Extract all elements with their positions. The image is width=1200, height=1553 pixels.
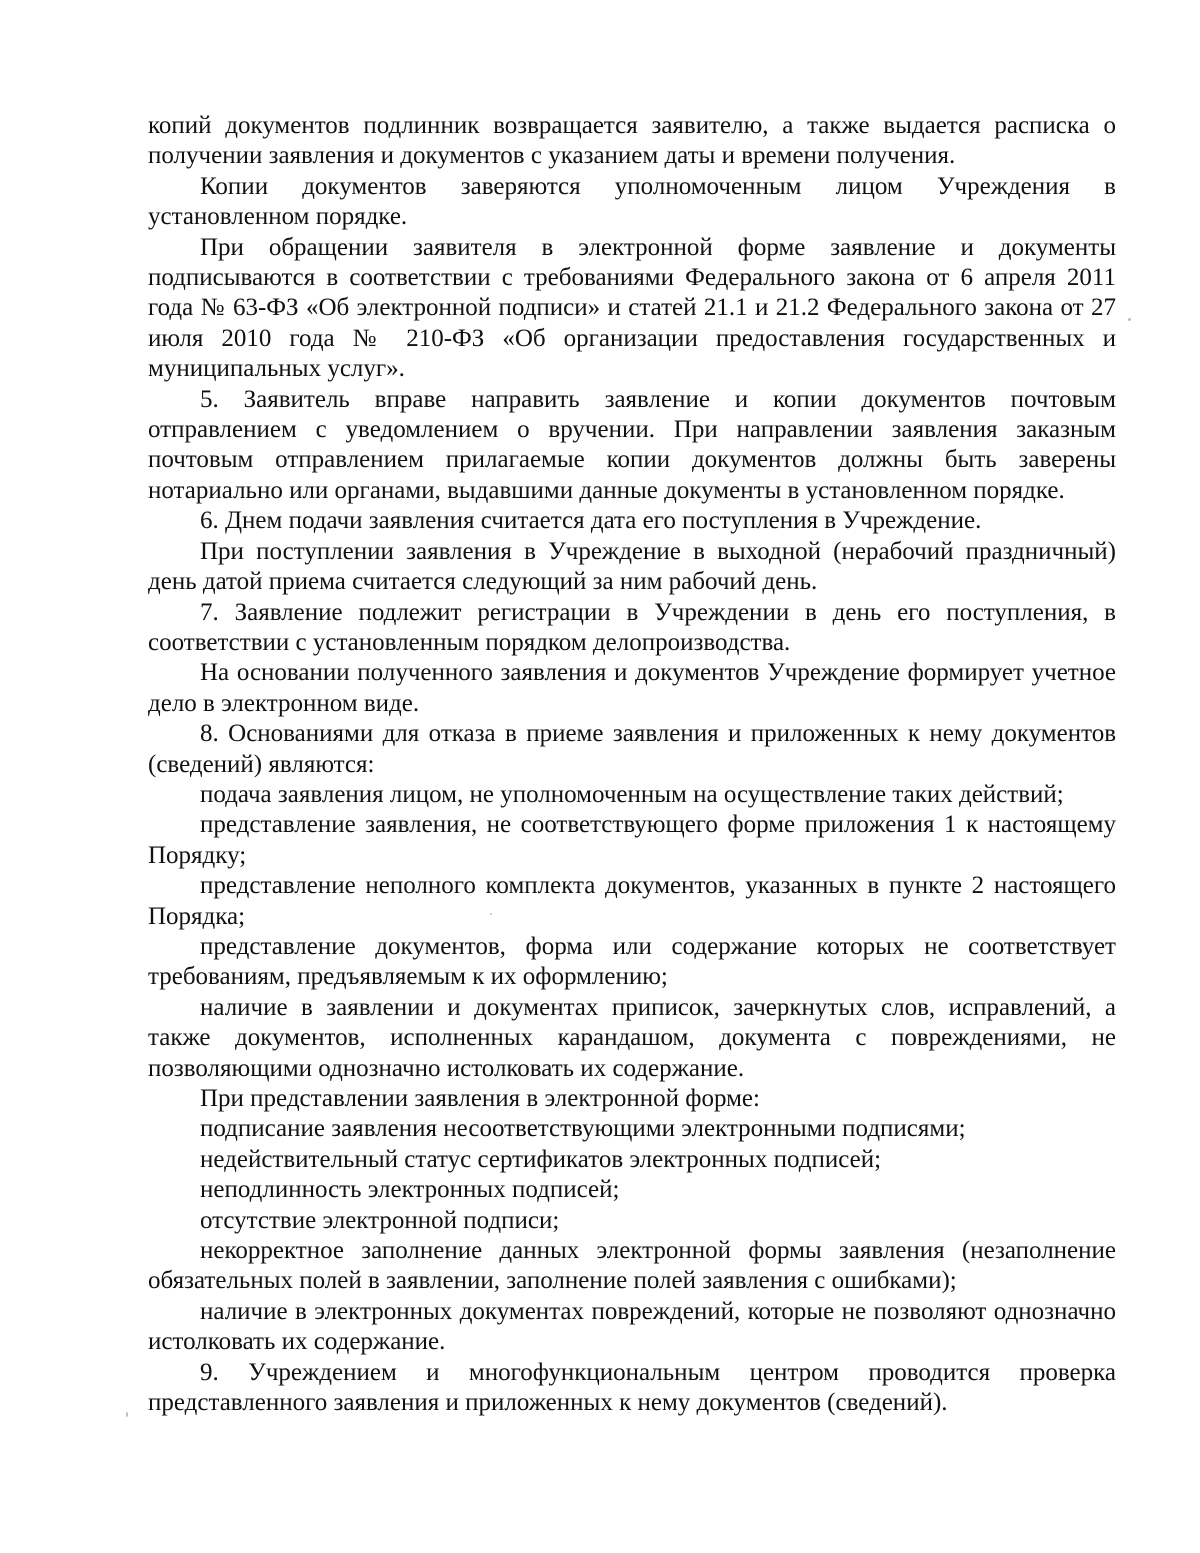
scan-speck (126, 1412, 128, 1417)
paragraph: На основании полученного заявления и документов Учреждение формирует учетное дело в электронном виде. (148, 659, 1116, 717)
paragraph: Копии документов заверяются уполномоченным лицом Учреждения в установленном порядке. (148, 172, 1116, 231)
paragraph: При поступлении заявления в Учреждение в выходной (нерабочий праздничный) день датой приема считается следующий за ним рабочий день. (148, 537, 1116, 596)
list-item: подача заявления лицом, не уполномоченным на осуществление таких действий; (200, 780, 1064, 808)
paragraph: При обращении заявителя в электронной форме заявление и документы подписываются в соответствии с требованиями Федерального закона от 6 апреля 2011 года № 63-ФЗ «Об электронной подписи» и статей 21.1 и 21.2 Федерального закона от 27 июля 2010 года № 210-ФЗ «Об организации предоставления государственных и муниципальных услуг». (148, 233, 1116, 383)
paragraph: 5. Заявитель вправе направить заявление и копии документов почтовым отправлением с уведомлением о вручении. При направлении заявления заказным почтовым отправлением прилагаемые копии документов должны быть заверены нотариально или органами, выдавшими данные документы в установленном порядке. (148, 385, 1116, 504)
paragraph: 7. Заявление подлежит регистрации в Учреждении в день его поступления, в соответствии с установленным порядком делопроизводства. (148, 598, 1116, 656)
list-item: представление заявления, не соответствующего форме приложения 1 к настоящему Порядку; (148, 811, 1116, 869)
paragraph: 6. Днем подачи заявления считается дата его поступления в Учреждение. (200, 507, 982, 535)
list-item: представление документов, форма или содержание которых не соответствует требованиям, предъявляемым к их оформлению; (148, 932, 1116, 991)
paragraph: При представлении заявления в электронной форме: (200, 1085, 760, 1112)
list-item: некорректное заполнение данных электронной формы заявления (незаполнение обязательных полей в заявлении, заполнение полей заявления с ошибками); (148, 1237, 1116, 1295)
paragraph: 9. Учреждением и многофункциональным центром проводится проверка представленного заявления и приложенных к нему документов (сведений). (148, 1358, 1116, 1417)
document-body (148, 111, 1116, 1418)
list-item: отсутствие электронной подписи; (200, 1206, 560, 1234)
list-item: недействительный статус сертификатов электронных подписей; (200, 1145, 882, 1173)
list-item: наличие в электронных документах повреждений, которые не позволяют однозначно истолковать их содержание. (148, 1297, 1116, 1356)
scan-speck (1128, 318, 1131, 321)
paragraph: 8. Основаниями для отказа в приеме заявления и приложенных к нему документов (сведений) являются: (148, 720, 1116, 778)
list-item: неподлинность электронных подписей; (200, 1176, 620, 1204)
list-item: представление неполного комплекта документов, указанных в пункте 2 настоящего Порядка; (148, 872, 1116, 930)
scan-speck (490, 913, 492, 915)
list-item: подписание заявления несоответствующими электронными подписями; (200, 1115, 966, 1143)
list-item: наличие в заявлении и документах приписок, зачеркнутых слов, исправлений, а также документов, исполненных карандашом, документа с повреждениями, не позволяющими однозначно истолковать их содержание. (148, 993, 1116, 1082)
paragraph: копий документов подлинник возвращается заявителю, а также выдается расписка о получении заявления и документов с указанием даты и времени получения. (148, 112, 1116, 170)
